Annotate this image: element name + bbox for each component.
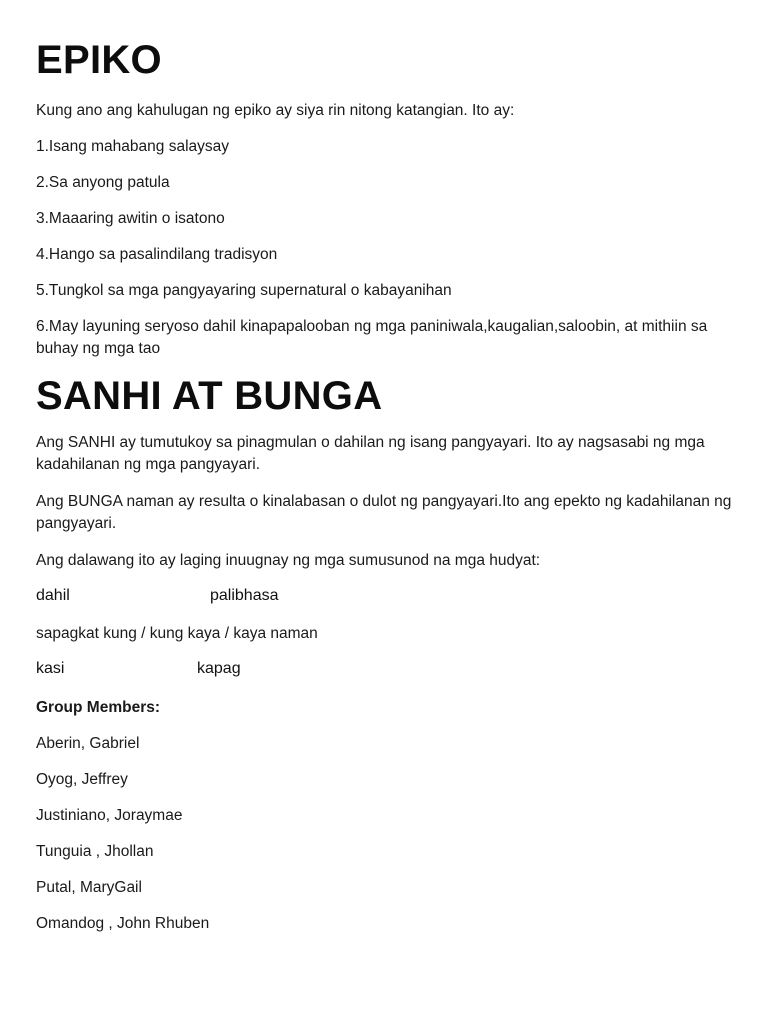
epiko-item: 6.May layuning seryoso dahil kinapapalooban ng mga paniniwala,kaugalian,saloobin, at mithiin sa buhay ng mga tao	[36, 318, 708, 357]
document-page	[36, 0, 732, 935]
group-members-heading: Group Members:	[36, 699, 161, 716]
hudyat-row: sapagkat kung / kung kaya / kaya naman	[36, 625, 318, 642]
sanhi-at-bunga-heading: SANHI AT BUNGA	[36, 374, 383, 418]
hudyat-word: kapag	[197, 660, 241, 677]
group-members-list	[36, 733, 732, 935]
sanhi-paragraph: Ang SANHI ay tumutukoy sa pinagmulan o dahilan ng isang pangyayari. Ito ay nagsasabi ng mga kadahilanan ng mga pangyayari.	[36, 434, 705, 473]
group-member: Omandog , John Rhuben	[36, 915, 210, 932]
group-member: Putal, MaryGail	[36, 879, 142, 896]
group-member: Tunguia , Jhollan	[36, 843, 154, 860]
group-member: Aberin, Gabriel	[36, 735, 140, 752]
epiko-list	[36, 136, 732, 360]
epiko-item: 2.Sa anyong patula	[36, 174, 170, 191]
epiko-item: 1.Isang mahabang salaysay	[36, 138, 230, 155]
hudyat-row	[36, 660, 732, 682]
bunga-paragraph: Ang BUNGA naman ay resulta o kinalabasan o dulot ng pangyayari.Ito ang epekto ng kadahilanan ng pangyayari.	[36, 493, 732, 532]
epiko-heading: EPIKO	[36, 38, 162, 82]
hudyat-word: palibhasa	[210, 587, 279, 604]
hudyat-word: dahil	[36, 587, 70, 604]
group-member: Justiniano, Joraymae	[36, 807, 183, 824]
epiko-intro: Kung ano ang kahulugan ng epiko ay siya rin nitong katangian. Ito ay:	[36, 102, 515, 119]
epiko-item: 5.Tungkol sa mga pangyayaring supernatural o kabayanihan	[36, 282, 452, 299]
hudyat-intro: Ang dalawang ito ay laging inuugnay ng mga sumusunod na mga hudyat:	[36, 552, 541, 569]
epiko-item: 4.Hango sa pasalindilang tradisyon	[36, 246, 278, 263]
hudyat-word: kasi	[36, 660, 65, 677]
group-member: Oyog, Jeffrey	[36, 771, 128, 788]
hudyat-row	[36, 587, 732, 609]
epiko-item: 3.Maaaring awitin o isatono	[36, 210, 225, 227]
